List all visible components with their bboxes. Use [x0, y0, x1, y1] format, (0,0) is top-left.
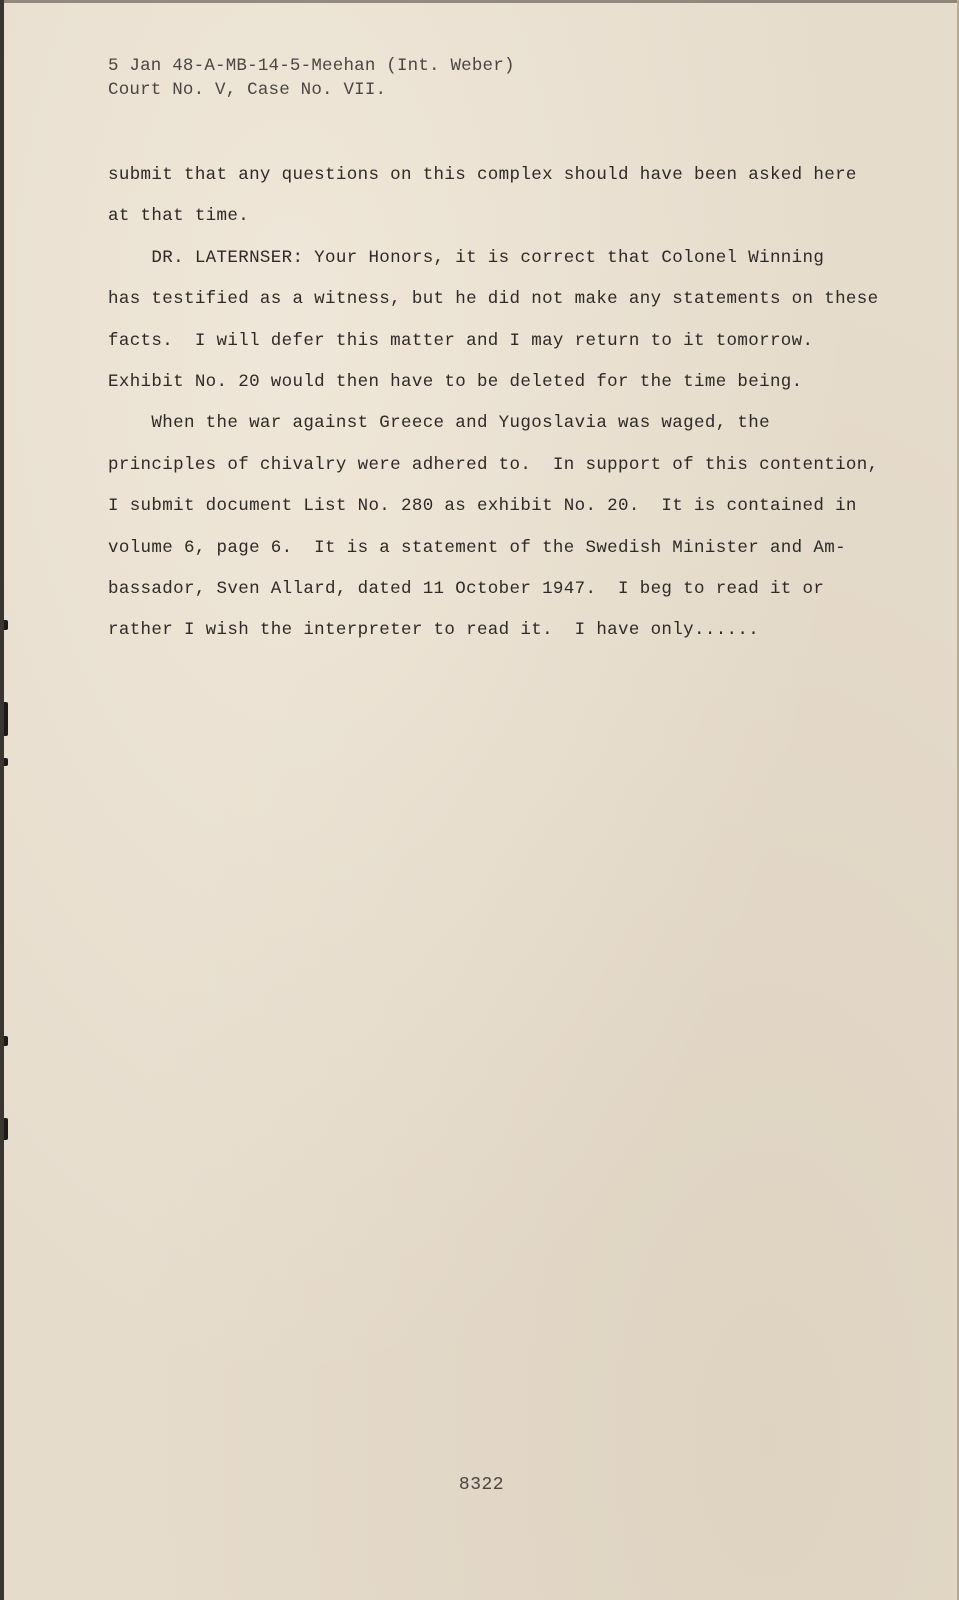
- header-case-reference: 5 Jan 48-A-MB-14-5-Meehan (Int. Weber): [108, 56, 515, 76]
- transcript-line: I submit document List No. 280 as exhibit No. 20. It is contained in: [108, 496, 857, 517]
- transcript-line: submit that any questions on this complex should have been asked here: [108, 165, 857, 185]
- binding-hole-mark: [4, 1036, 8, 1046]
- page-top-edge: [4, 0, 959, 3]
- document-page: [4, 0, 959, 1600]
- transcript-line: rather I wish the interpreter to read it. I have only......: [108, 620, 760, 641]
- transcript-line: principles of chivalry were adhered to. In support of this contention,: [108, 454, 879, 475]
- binding-hole-mark: [4, 758, 8, 766]
- transcript-line: has testified as a witness, but he did not make any statements on these: [108, 289, 879, 310]
- transcript-body: [108, 155, 879, 652]
- transcript-line: at that time.: [108, 206, 250, 227]
- transcript-line: Exhibit No. 20 would then have to be deleted for the time being.: [108, 372, 803, 393]
- page-number: 8322: [458, 1475, 505, 1495]
- binding-hole-mark: [4, 1118, 8, 1140]
- transcript-line: facts. I will defer this matter and I may return to it tomorrow.: [108, 330, 814, 351]
- transcript-line: DR. LATERNSER: Your Honors, it is correct that Colonel Winning: [108, 247, 825, 268]
- binding-hole-mark: [4, 702, 8, 736]
- transcript-line: volume 6, page 6. It is a statement of the Swedish Minister and Am-: [108, 537, 846, 558]
- header-court-case: Court No. V, Case No. VII.: [108, 80, 387, 100]
- transcript-line: bassador, Sven Allard, dated 11 October 1947. I beg to read it or: [108, 579, 825, 600]
- transcript-line: When the war against Greece and Yugoslavia was waged, the: [108, 413, 770, 434]
- binding-hole-mark: [4, 620, 8, 630]
- document-header: [108, 54, 515, 102]
